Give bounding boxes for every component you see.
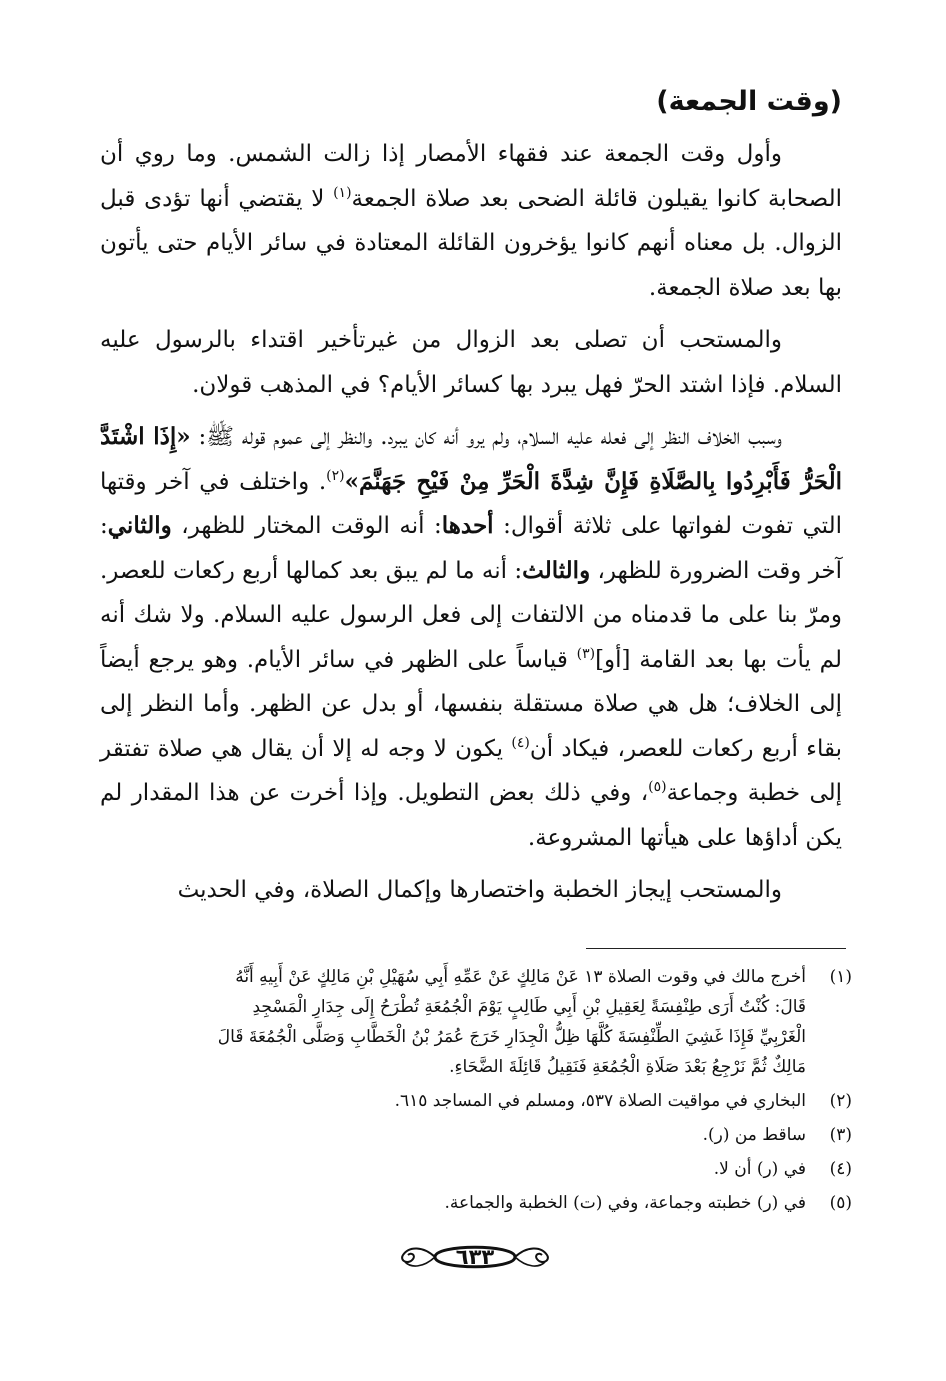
para1-line-4: الأيام حتى يأتون بها بعد صلاة الجمعة. bbox=[100, 230, 842, 301]
section-heading: (وقت الجمعة) bbox=[656, 86, 842, 117]
footnote-number: (١) bbox=[829, 967, 852, 987]
footnote-line: مَالِكٌ ثُمَّ نَرْجِعُ بَعْدَ صَلَاةِ الْجُمُعَةِ فَنَقِيلُ قَائِلَةَ الضَّحَاءِ. bbox=[449, 1057, 806, 1077]
footnotes bbox=[100, 962, 852, 1222]
hadith-quote-part-1: «إِذَا اشْتَدَّ الْحَرُّ فَأَبْرِدُوا بِالصَّلَاةِ فَإِنَّ شِدَّةَ الْحَرِّ bbox=[100, 423, 842, 495]
para3-line-6: على ما قدمناه من الالتفات إلى فعل الرسول عليه السلام. ولا شك أنه لم bbox=[100, 602, 842, 673]
para3-line-7-start: يأت بها بعد القامة [أو] bbox=[595, 646, 811, 673]
paragraph-1 bbox=[100, 132, 842, 310]
hadith-quote-part-2: مِنْ فَيْحِ جَهَنَّمَ» bbox=[344, 467, 490, 495]
para1-line-2: أن الصحابة كانوا يقيلون قائلة الضحى بعد صلاة الجمعة bbox=[100, 141, 842, 212]
main-text bbox=[100, 82, 842, 921]
para2-line-2: السلام. فإذا اشتد الحرّ فهل يبرد بها كسائر الأيام؟ في المذهب قولان. bbox=[192, 371, 842, 398]
page-number: ٦٣٣ bbox=[455, 1245, 495, 1269]
footnote-number: (٣) bbox=[829, 1125, 852, 1145]
term-third: والثالث bbox=[522, 556, 591, 584]
para4-line-1: والمستحب إيجاز الخطبة واختصارها وإكمال الصلاة، وفي الحديث bbox=[177, 877, 782, 903]
footnote-ref-4[interactable]: (٤) bbox=[511, 734, 530, 751]
footnote-2 bbox=[100, 1086, 852, 1116]
para3-line-8: أيضاً إلى الخلاف؛ هل هي صلاة مستقلة بنفسها، أو بدل عن الظهر. وأما bbox=[100, 646, 842, 717]
paragraph-4 bbox=[100, 868, 842, 913]
para3-line-4-mid: : أنه الوقت المختار للظهر، bbox=[171, 513, 442, 539]
footnote-text: البخاري في مواقيت الصلاة ٥٣٧، ومسلم في المساجد ٦١٥. bbox=[394, 1091, 806, 1111]
footnote-5 bbox=[100, 1188, 852, 1218]
para3-line-10-end: ، وفي ذلك بعض التطويل. وإذا bbox=[353, 780, 649, 806]
para3-line-10-start: يقال هي صلاة تفتقر إلى خطبة وجماعة bbox=[100, 735, 843, 806]
footnote-line: قَالَ: كُنْتُ أَرَى طِنْفِسَةً لِعَقِيلِ بْنِ أَبِي طَالِبٍ يَوْمَ الْجُمُعَةِ تُطْرَحُ إِلَى جِدَارِ الْمَسْجِدِ bbox=[252, 997, 806, 1017]
para3-line-5-start: للظهر، bbox=[590, 557, 662, 584]
footnote-ref-5[interactable]: (٥) bbox=[648, 779, 667, 795]
para3-line-2-start: والنظر إلى عموم قوله ﷺ: bbox=[190, 424, 373, 450]
footnote-number: (٤) bbox=[829, 1159, 852, 1179]
para3-line-7-end: قياساً على الظهر في سائر الأيام. وهو يرجع bbox=[148, 646, 577, 673]
footnote-3 bbox=[100, 1120, 852, 1150]
para3-line-4-end: : آخر وقت الضرورة bbox=[100, 513, 843, 584]
para3-line-5-end: : أنه ما لم يبق بعد كمالها أربع ركعات للعصر. ومرّ بنا bbox=[100, 557, 843, 628]
page-number-ornament bbox=[395, 1238, 555, 1276]
footnote-text: في (ر) أن لا. bbox=[713, 1159, 806, 1179]
paragraph-2 bbox=[100, 318, 842, 407]
para3-line-9-end: يكون لا وجه له إلا أن bbox=[300, 735, 512, 762]
para3-line-3-end: . واختلف في آخر وقتها التي تفوت لفواتها على ثلاثة bbox=[100, 468, 843, 539]
para1-line-2-tail: لا يقتضي أنها bbox=[199, 185, 334, 212]
footnote-text: في (ر) خطبته وجماعة، وفي (ت) الخطبة والجماعة. bbox=[444, 1193, 806, 1213]
term-second: والثاني bbox=[107, 512, 172, 539]
term-first: أحدها bbox=[441, 512, 494, 539]
footnote-ref-3[interactable]: (٣) bbox=[576, 645, 596, 662]
footnote-number: (٥) bbox=[829, 1193, 852, 1213]
footnote-text bbox=[100, 962, 806, 1082]
footnote-4 bbox=[100, 1154, 852, 1184]
para3-line-1: وسبب الخلاف النظر إلى فعله عليه السلام، ولم يرو أنه كان يبرد. bbox=[380, 424, 783, 450]
para2-line-1: والمستحب أن تصلى بعد الزوال من غيرتأخير اقتداء بالرسول عليه bbox=[100, 327, 782, 353]
para1-line-1: وأول وقت الجمعة عند فقهاء الأمصار إذا زالت الشمس. وما روي bbox=[134, 141, 782, 167]
footnote-line: الْغَرْبِيِّ فَإِذَا غَشِيَ الطِّنْفِسَةَ كُلَّهَا ظِلُّ الْجِدَارِ خَرَجَ عُمَرُ بْنُ الْخَطَّابِ وَصَلَّى الْجُمُعَةَ قَالَ bbox=[217, 1027, 806, 1047]
footnote-line: أخرج مالك في وقوت الصلاة ١٣ عَنْ مَالِكٍ عَنْ عَمِّهِ أَبِي سُهَيْلِ بْنِ مَالِكٍ عَنْ أَبِيهِ أَنَّهُ bbox=[235, 967, 806, 987]
footnote-text: ساقط من (ر). bbox=[702, 1125, 806, 1145]
para3-line-11: أخرت عن هذا المقدار لم يكن أداؤها على هيأتها المشروعة. bbox=[100, 780, 842, 851]
footnote-ref-2[interactable]: (٢) bbox=[326, 467, 345, 484]
para3-line-4-start: أقوال: bbox=[493, 513, 564, 539]
para3-line-9-start: النظر إلى بقاء أربع ركعات للعصر، فيكاد أن bbox=[100, 691, 843, 762]
paragraph-3 bbox=[100, 415, 842, 860]
footnote-1 bbox=[100, 962, 852, 1082]
para1-line-3: تؤدى قبل الزوال. بل معناه أنهم كانوا يؤخرون القائلة المعتادة في سائر bbox=[100, 185, 842, 256]
footnote-separator bbox=[586, 948, 846, 949]
footnote-ref-1[interactable]: (١) bbox=[333, 184, 352, 201]
footnote-number: (٢) bbox=[829, 1091, 852, 1111]
